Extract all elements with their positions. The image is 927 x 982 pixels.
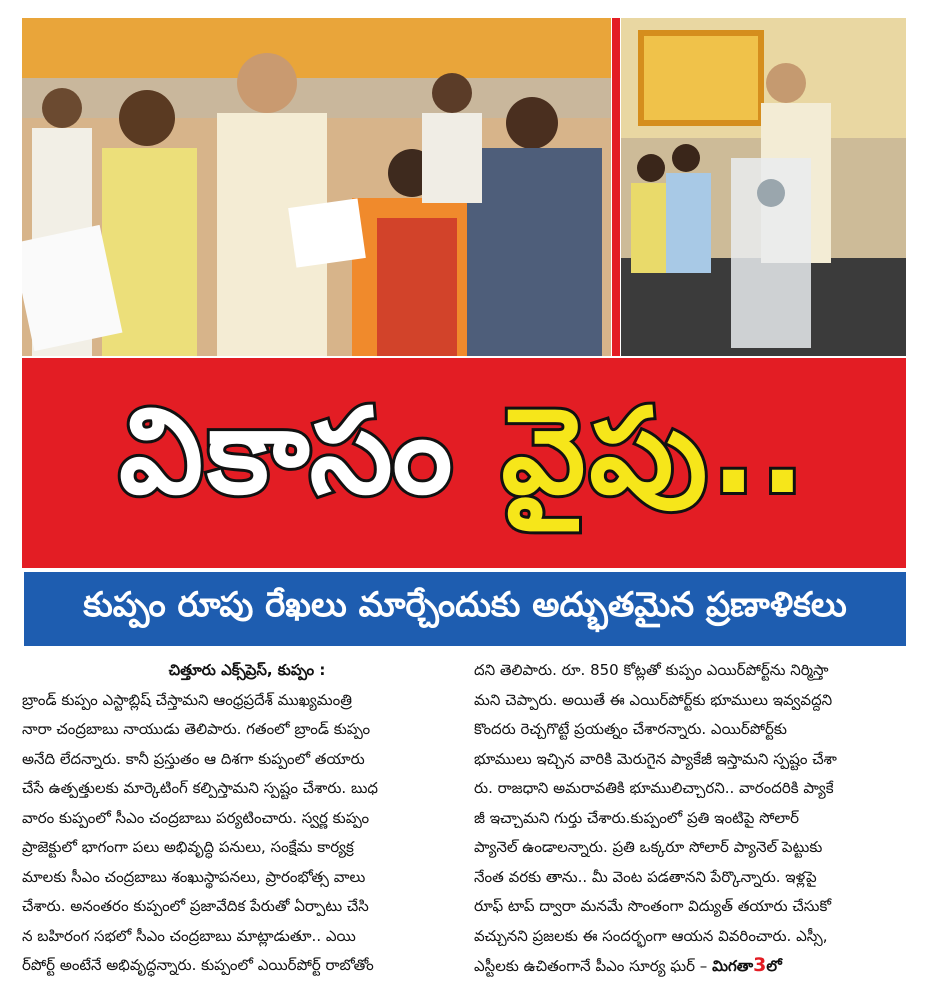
article-line: రు. రాజధాని అమరావతికి భూములిచ్చారని.. వారందరికి ప్యాకే	[474, 779, 834, 797]
article-column-1	[22, 656, 452, 981]
headline-part-1: వికాసం	[119, 382, 457, 520]
continued-suffix: లో	[766, 957, 782, 975]
article-line: జీ ఇచ్చామని గుర్తు చేశారు.కుప్పంలో ప్రతి ఇంటిపై సోలార్	[474, 808, 799, 827]
article-line-end: ఎస్టీలకు ఉచితంగానే పీఎం సూర్య ఘర్ –	[474, 957, 708, 975]
event-photo-right	[621, 18, 906, 356]
headline	[22, 376, 906, 526]
article-line: న బహిరంగ సభలో సీఎం చంద్రబాబు మాట్లాడుతూ.. ఎయి	[22, 926, 356, 945]
article-line: వారం కుప్పంలో సీఎం చంద్రబాబు పర్యటించారు. స్వర్ణ కుప్పం	[22, 808, 370, 827]
article-line: వచ్చునని ప్రజలకు ఈ సందర్భంగా ఆయన వివరించారు. ఎస్సీ,	[474, 926, 828, 945]
continued-page: 3	[753, 954, 767, 976]
article-line: మాలకు సీఎం చంద్రబాబు శంఖుస్థాపనలు, ప్రారంభోత్స వాలు	[22, 867, 366, 886]
article-line: భూములు ఇచ్చిన వారికి మెరుగైన ప్యాకేజీ ఇస్తామని స్పష్టం చేశా	[474, 749, 837, 768]
dateline: చిత్తూరు ఎక్స్‌ప్రెస్, కుప్పం :	[168, 661, 326, 679]
continued-prefix: మిగతా	[712, 957, 754, 975]
article-line: ర్‌పోర్ట్ అంటేనే అభివృద్ధన్నారు. కుప్పంలో ఎయిర్‌పోర్ట్ రాబోతోం	[22, 956, 374, 974]
subheading: కుప్పం రూపు రేఖలు మార్చేందుకు అద్భుతమైన ప్రణాళికలు	[24, 572, 906, 646]
event-photo-left-illustration	[22, 18, 611, 356]
article-last-line	[474, 951, 906, 982]
headline-banner	[22, 358, 906, 568]
article-line: చేశారు. అనంతరం కుప్పంలో ప్రజావేదిక పేరుతో ఏర్పాటు చేసి	[22, 897, 369, 915]
article-line: రూఫ్ టాప్ ద్వారా మనమే సొంతంగా విద్యుత్ తయారు చేసుకో	[474, 897, 832, 915]
continued-marker	[712, 954, 782, 976]
event-photo-right-illustration	[621, 18, 906, 356]
article-line: నారా చంద్రబాబు నాయుడు తెలిపారు. గతంలో బ్రాండ్ కుప్పం	[22, 720, 371, 738]
headline-part-2: వైపు..	[501, 382, 809, 520]
article-line: బ్రాండ్ కుప్పం ఎస్టాబ్లిష్ చేస్తామని ఆంధ్రప్రదేశ్ ముఖ్యమంత్రి	[22, 690, 352, 709]
article-line: కొందరు రెచ్చగొట్టే ప్రయత్నం చేశారన్నారు. ఎయిర్‌పోర్ట్‌కు	[474, 720, 787, 738]
article-line: ప్యానెల్ ఉండాలన్నారు. ప్రతి ఒక్కరూ సోలార్ ప్యానెల్ పెట్టుకు	[474, 838, 823, 856]
article-line: దని తెలిపారు. రూ. 850 కోట్లతో కుప్పం ఎయిర్‌పోర్ట్‌ను నిర్మిస్తా	[474, 661, 829, 679]
article-column-2	[474, 656, 906, 982]
event-photo-left	[22, 18, 611, 356]
article-line: చేసే ఉత్పత్తులకు మార్కెటింగ్ కల్పిస్తామని స్పష్టం చేశారు. బుధ	[22, 779, 378, 797]
article-line: నేంత వరకు తాను.. మీ వెంట పడతానని పేర్కొన్నారు. ఇళ్లపై	[474, 867, 817, 886]
article-line: మని చెప్పారు. అయితే ఈ ఎయిర్‌పోర్ట్‌కు భూములు ఇవ్వవద్దని	[474, 690, 833, 709]
article-line: అనేది లేదన్నారు. కానీ ప్రస్తుతం ఆ దిశగా కుప్పంలో తయారు	[22, 749, 365, 768]
article-line: ప్రాజెక్టులో భాగంగా పలు అభివృద్ధి పనులు, సంక్షేమ కార్యక్ర	[22, 838, 354, 856]
photo-divider	[612, 18, 620, 356]
